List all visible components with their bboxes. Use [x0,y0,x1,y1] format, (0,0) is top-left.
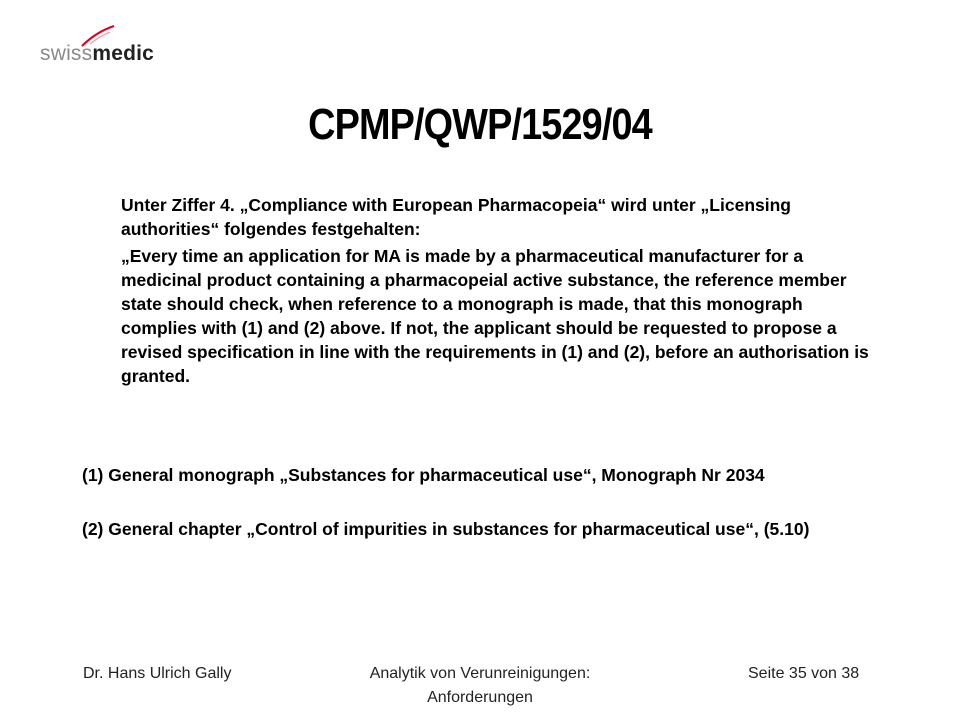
reference-item: (2) General chapter „Control of impurities in substances for pharmaceutical use“, (5.10) [82,519,810,539]
intro-paragraph: Unter Ziffer 4. „Compliance with European Pharmacopeia“ wird unter „Licensing authorities“ folgendes festgehalten: [121,195,791,239]
footer-page-number: Seite 35 von 38 [748,665,860,682]
footer-title: Analytik von Verunreinigungen: Anforderungen [369,665,591,706]
reference-item: (1) General monograph „Substances for pharmaceutical use“, Monograph Nr 2034 [82,465,765,485]
footer-author: Dr. Hans Ulrich Gally [83,665,232,682]
logo-medic-text: medic [92,42,155,65]
logo-swiss-text: swiss [40,42,93,65]
quote-paragraph: „Every time an application for MA is made by a pharmaceutical manufacturer for a medicinal product containing a pharmacopeial active substance, the reference member state should check, when reference to a monograph is made, that this monograph complies with (1) and (2) above. If not, the applicant should be requested to propose a revised specification in line with the requirements in (1) and (2), before an authorisation is granted. [121,246,869,386]
slide-title: CPMP/QWP/1529/04 [308,100,652,149]
swissmedic-logo [38,24,158,68]
